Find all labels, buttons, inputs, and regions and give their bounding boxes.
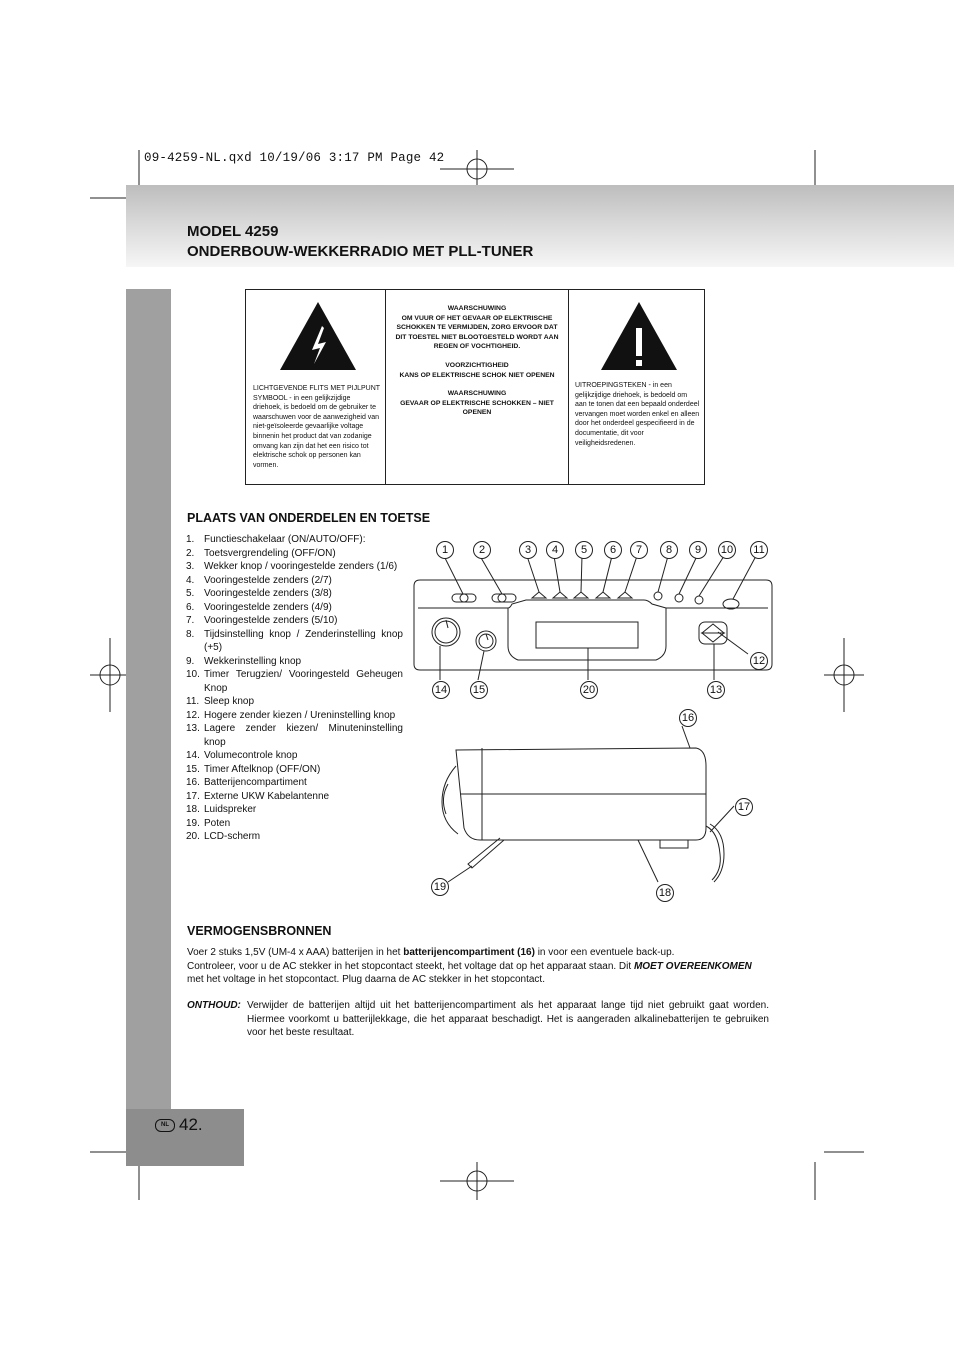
power-line-3: met het voltage in het stopcontact. Plug daarna de AC stekker in het stopcontact.	[187, 974, 545, 985]
list-item	[186, 614, 403, 628]
list-item	[186, 722, 403, 749]
list-item	[186, 587, 403, 601]
power-paragraph	[187, 946, 769, 987]
list-item-text: Functieschakelaar (ON/AUTO/OFF):	[204, 534, 366, 545]
warning-left-text: LICHTGEVENDE FLITS MET PIJLPUNT SYMBOOL - in een gelijkzijdige driehoek, is bedoeld om de gebruiker te waarschuwen voor de aanwezigheid van niet-geïsoleerde gevaarlijke voltage binnenin het product dat van zodanige omvang kan zijn dat het een risico tot elektrische schok op personen kan vormen.	[253, 385, 380, 469]
list-item	[186, 830, 403, 844]
list-item	[186, 749, 403, 763]
power-text-1c: in voor een eventuele back-up.	[534, 947, 675, 958]
list-item-number: 9.	[186, 655, 195, 667]
warning-heading-1: WAARSCHUWING	[447, 305, 507, 312]
list-item-text: Batterijencompartiment	[204, 777, 307, 788]
safety-warning-box	[245, 289, 705, 485]
callout-number: 4	[546, 541, 564, 559]
warning-center-column	[386, 290, 569, 484]
list-item-number: 19.	[186, 817, 200, 829]
list-item	[186, 547, 403, 561]
list-item-text: Timer Aftelknop (OFF/ON)	[204, 763, 321, 775]
list-item	[186, 763, 403, 777]
callout-number: 12	[750, 652, 768, 670]
list-item-number: 11.	[186, 696, 200, 707]
list-item	[186, 803, 403, 817]
power-line-2	[187, 960, 769, 974]
exclamation-triangle-icon	[597, 298, 681, 374]
list-item	[186, 695, 403, 709]
list-item	[186, 628, 403, 655]
callout-number: 1	[436, 541, 454, 559]
radio-side-diagram	[428, 706, 768, 906]
warning-text-2: GEVAAR OP ELEKTRISCHE SCHOKKEN – NIET OPENEN	[400, 399, 554, 417]
list-item-number: 7.	[186, 615, 195, 626]
callout-number: 11	[750, 541, 768, 559]
caution-text: KANS OP ELEKTRISCHE SCHOK NIET OPENEN	[399, 371, 555, 379]
power-text-2a: Controleer, voor u de AC stekker in het stopcontact steekt, het voltage dat op het apparaat staan. Dit	[187, 960, 634, 972]
list-item-text: Externe UKW Kabelantenne	[204, 790, 330, 802]
list-item-number: 5.	[186, 588, 195, 599]
note-label: ONTHOUD:	[187, 1000, 241, 1011]
parts-list	[186, 533, 403, 844]
list-item-number: 15.	[186, 763, 200, 775]
list-item-text: Luidspreker	[204, 804, 257, 815]
page-number: 42.	[179, 1115, 203, 1134]
list-item	[186, 709, 403, 723]
list-item-text: Vooringestelde zenders (2/7)	[204, 574, 332, 586]
callout-number: 16	[679, 709, 697, 727]
list-item-number: 2.	[186, 547, 195, 559]
product-title: ONDERBOUW-WEKKERRADIO MET PLL-TUNER	[187, 243, 534, 260]
list-item-text: Volumecontrole knop	[204, 750, 298, 761]
list-item-number: 1.	[186, 534, 195, 545]
warning-right-column	[569, 290, 704, 484]
list-item-text: Wekker knop / vooringestelde zenders (1/6)	[204, 561, 398, 572]
list-item	[186, 574, 403, 588]
callout-number: 9	[689, 541, 707, 559]
list-item-number: 17.	[186, 790, 200, 802]
warning-right-text: UITROEPINGSTEKEN - in een gelijkzijdige driehoek, is bedoeld om aan te tonen dat een bepaald onderdeel vervangen moet worden enkel en alleen door het onderdeel gespecifieerd in de documentatie, dit voor veiligheidsredenen.	[575, 382, 700, 447]
battery-compartment-ref: batterijencompartiment (16)	[403, 947, 535, 958]
callout-number: 6	[604, 541, 622, 559]
list-item	[186, 655, 403, 669]
radio-front-diagram	[408, 536, 778, 706]
list-item-number: 18.	[186, 804, 200, 815]
list-item-number: 10.	[186, 669, 200, 680]
callout-number: 3	[519, 541, 537, 559]
list-item-text: Tijdsinstelling knop / Zenderinstelling knop (+5)	[204, 628, 403, 653]
callout-number: 13	[707, 681, 725, 699]
list-item-number: 6.	[186, 601, 195, 613]
list-item-text: Lagere zender kiezen/ Minuteninstelling knop	[204, 723, 403, 748]
must-match-emphasis: MOET OVEREENKOMEN	[633, 960, 752, 972]
callout-number: 18	[656, 884, 674, 902]
lightning-triangle-icon	[276, 298, 360, 374]
warning-left-column	[246, 290, 386, 484]
power-heading: VERMOGENSBRONNEN	[187, 924, 332, 938]
caution-heading: VOORZICHTIGHEID	[445, 361, 509, 369]
list-item	[186, 601, 403, 615]
list-item	[186, 776, 403, 790]
list-item-text: LCD-scherm	[204, 831, 261, 842]
callout-number: 2	[473, 541, 491, 559]
list-item-text: Poten	[204, 817, 231, 829]
list-item	[186, 533, 403, 547]
callout-number: 10	[718, 541, 736, 559]
power-line-1	[187, 946, 769, 960]
list-item-number: 12.	[186, 709, 200, 721]
callout-number: 8	[660, 541, 678, 559]
callout-number: 20	[580, 681, 598, 699]
list-item-number: 8.	[186, 628, 195, 640]
note-block	[187, 999, 769, 1040]
power-text-1a: Voer 2 stuks 1,5V (UM-4 x AAA) batterijen in het	[187, 947, 404, 958]
callout-number: 19	[431, 878, 449, 896]
callout-number: 17	[735, 798, 753, 816]
list-item-number: 14.	[186, 750, 200, 761]
list-item-number: 3.	[186, 561, 195, 572]
page-title	[187, 222, 533, 262]
side-strip	[126, 289, 171, 1109]
list-item-number: 4.	[186, 574, 195, 586]
list-item-text: Toetsvergrendeling (OFF/ON)	[204, 547, 336, 559]
list-item-number: 16.	[186, 777, 200, 788]
callout-number: 14	[432, 681, 450, 699]
list-item-number: 20.	[186, 831, 200, 842]
language-badge: NL	[155, 1119, 175, 1132]
list-item	[186, 668, 403, 695]
file-slug: 09-4259-NL.qxd 10/19/06 3:17 PM Page 42	[144, 151, 445, 165]
callout-number: 5	[575, 541, 593, 559]
parts-heading: PLAATS VAN ONDERDELEN EN TOETSE	[187, 511, 431, 525]
list-item	[186, 817, 403, 831]
note-text: Verwijder de batterijen altijd uit het batterijencompartiment als het apparaat lange tijd niet gebruikt gaat worden. Hiermee voorkomt u batterijlekkage, die het apparaat beschadigt. Het is aangeraden alkalinebatterijen te gebruiken voor het beste resultaat.	[247, 1000, 769, 1038]
list-item-text: Sleep knop	[204, 696, 255, 707]
list-item	[186, 560, 403, 574]
list-item-number: 13.	[186, 723, 200, 734]
warning-heading-2: WAARSCHUWING	[447, 390, 507, 398]
list-item-text: Hogere zender kiezen / Ureninstelling knop	[204, 709, 396, 721]
callout-number: 15	[470, 681, 488, 699]
list-item-text: Vooringestelde zenders (5/10)	[204, 615, 338, 626]
list-item-text: Timer Terugzien/ Vooringesteld Geheugen Knop	[204, 669, 403, 694]
warning-text-1: OM VUUR OF HET GEVAAR OP ELEKTRISCHE SCHOKKEN TE VERMIJDEN, ZORG ERVOOR DAT DIT TOESTEL NIET BLOOTGESTELD WORDT AAN REGEN OF VOCHTIGHEID.	[395, 314, 559, 351]
list-item-text: Vooringestelde zenders (3/8)	[204, 588, 332, 599]
callout-number: 7	[630, 541, 648, 559]
list-item-text: Wekkerinstelling knop	[204, 655, 302, 667]
model-title: MODEL 4259	[187, 223, 279, 240]
list-item-text: Vooringestelde zenders (4/9)	[204, 601, 332, 613]
list-item	[186, 790, 403, 804]
